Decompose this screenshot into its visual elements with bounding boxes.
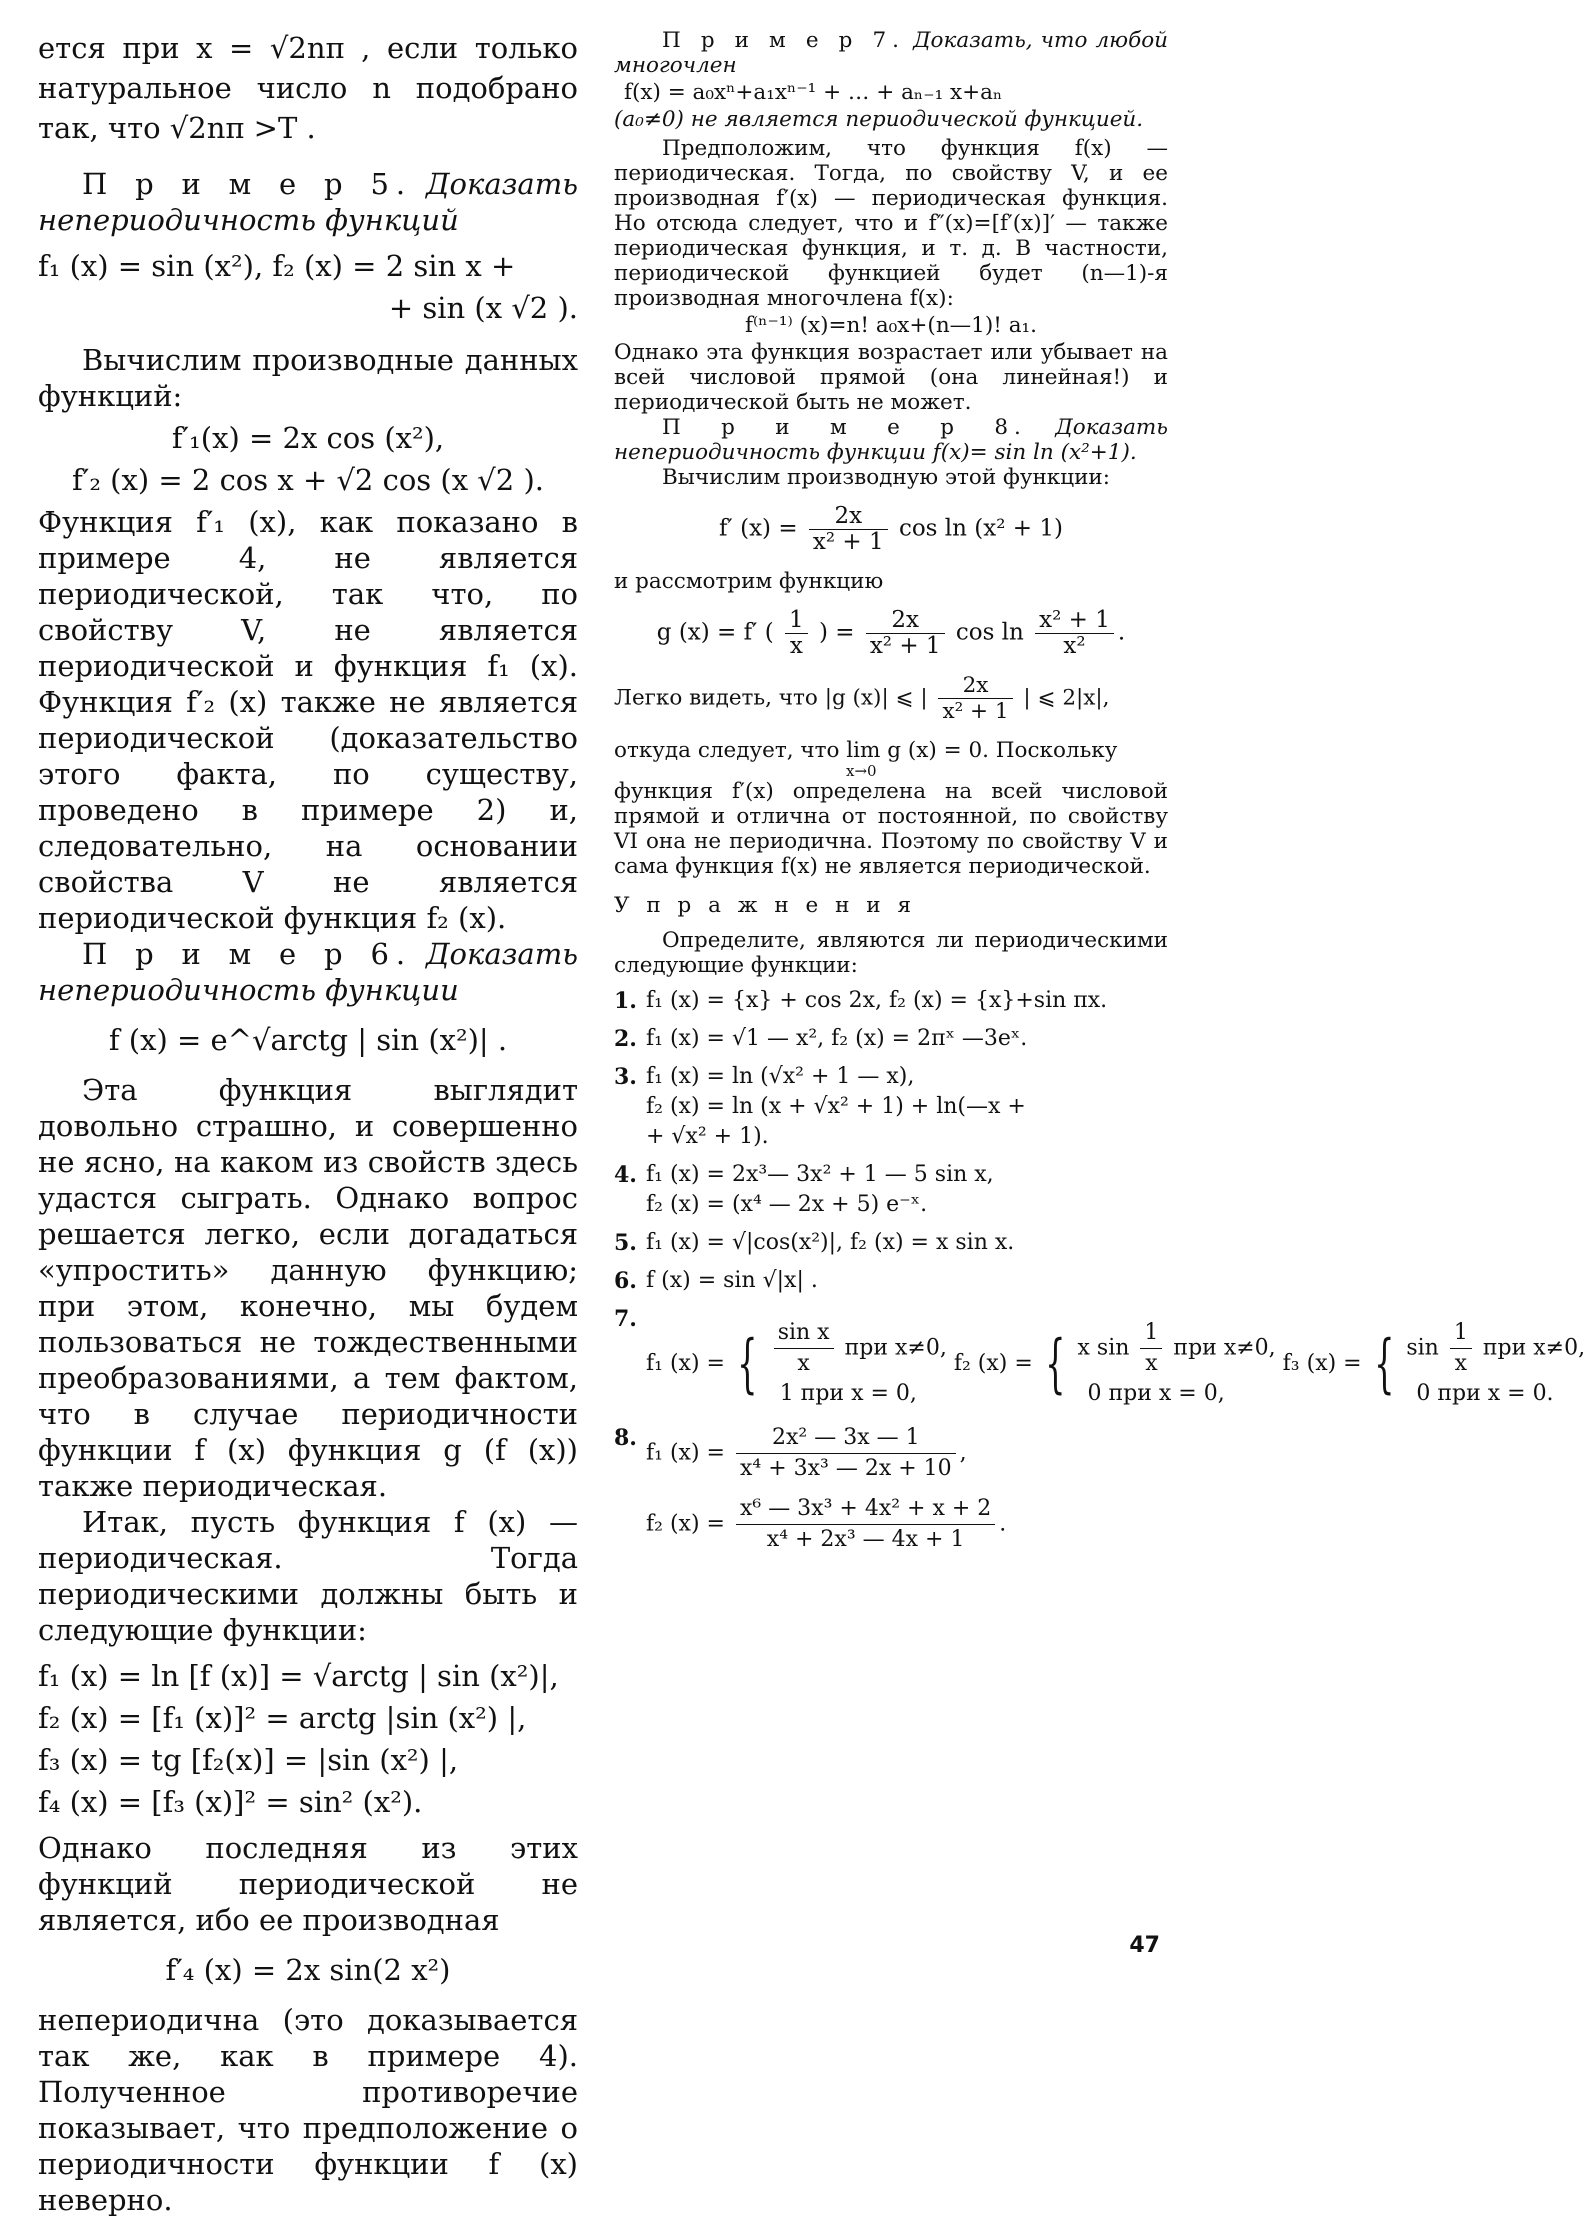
piecewise-f1-lhs: f₁ (x) = [646,1350,725,1376]
piecewise-f3-lhs: f₃ (x) = [1282,1350,1362,1376]
formula-ex8-g-cos: cos ln [955,619,1024,646]
exercise-3-f1: f₁ (x) = ln (√x² + 1 — x), [646,1064,915,1089]
formula-ex6-function: f (x) = e^√arctg | sin (x²)| . [108,1023,508,1057]
fraction-denominator: x² + 1 [942,699,1009,724]
exercise-number: 8. [614,1425,637,1451]
exercises-list [614,986,1585,1555]
example-8 [614,415,1168,465]
exercise-5-body: f₁ (x) = √|cos(x²)|, f₂ (x) = x sin x. [646,1230,1015,1255]
fraction [1140,1318,1162,1379]
fraction-numerator: 2x [938,673,1012,699]
paragraph-ex6-text4: непериодична (это доказывается так же, как в примере 4). Полученное противоречие показывает, что предположение о периодичности функции f (x) неверно. [38,2003,578,2217]
exercise-number: 2. [614,1026,637,1052]
formula-ex6-f1: f₁ (x) = ln [f (x)] = √arctg | sin (x²)|, [38,1659,559,1693]
paragraph-ex5-text: Функция f′₁ (x), как показано в примере 4, не является периодической, так что, по свойству V, не является периодической и функция f₁ (x). Функция f′₂ (x) также не является периодической (доказательство этого факта, по существу, проведено в примере 2) и, следовательно, на основании свойства V не является периодической функция f₂ (x). [38,505,578,935]
piecewise-f2-lhs: f₂ (x) = [953,1350,1033,1376]
case-1 [1078,1318,1276,1379]
left-brace: { [737,1326,758,1401]
formula-ex8-estimate [614,673,1168,724]
paragraph-ex6-text2: Итак, пусть функция f (x) — периодическая. Тогда периодическими должны быть и следующие функции: [38,1505,578,1647]
formula-ex5-functions-cont: + sin (x √2 ). [388,291,578,325]
case-2: 0 при x = 0. [1416,1381,1554,1406]
case-1-condition: при x≠0, [844,1335,947,1361]
example-5-task: Доказать непериодичность функций [38,167,579,237]
fraction [736,1494,995,1555]
exercise-7-body [646,1304,1585,1409]
formula-ex8-estimate-b: | ⩽ 2|x|, [1023,685,1110,711]
exercise-3-f2-cont: + √x² + 1). [646,1124,769,1149]
exercise-number: 1. [614,988,637,1014]
fraction [938,673,1012,724]
paragraph-ex6-text: Эта функция выглядит довольно страшно, и совершенно не ясно, на каком из свойств здесь удастся сыграть. Однако вопрос решается легко, если догадаться «упростить» данную функцию; при этом, конечно, мы будем пользоваться не тождественными преобразованиями, а тем фактом, что в случае периодичности функции f (x) функция g (f (x)) также периодическая. [38,1073,578,1503]
example-6 [38,936,578,1008]
left-brace: { [1373,1326,1395,1401]
exercise-6-body: f (x) = sin √|x| . [646,1268,818,1293]
paragraph-ex8-text3: функция f′(x) определена на всей числовой прямой и отлична от постоянной, по свойству VI она не периодична. Поэтому по свойству V и сама функция f(x) не является периодической. [614,779,1168,879]
formula-ex5-functions: f₁ (x) = sin (x²), f₂ (x) = 2 sin x + [38,249,516,283]
formula-ex6-f4: f₄ (x) = [f₃ (x)]² = sin² (x²). [38,1785,423,1819]
fraction-numerator: 1 [785,608,808,634]
fraction [1450,1318,1472,1379]
example-7-task-cont: (a₀≠0) не является периодической функцией. [614,107,1144,132]
exercise-8 [614,1423,1168,1555]
paragraph-derivatives-intro: Вычислим производные данных функций: [38,343,578,413]
exercise-1 [614,986,1168,1016]
exercise-number: 7. [614,1306,637,1332]
page-number: 47 [1129,1933,1160,1958]
fraction-denominator: x [789,633,803,659]
paragraph-ex8-text: Вычислим производную этой функции: [662,465,1110,490]
fraction [785,608,808,659]
fraction-numerator: 2x [866,608,945,634]
fraction-denominator: x [1454,1351,1468,1376]
formula-ex5-derivative-2: f′₂ (x) = 2 cos x + √2 cos (x √2 ). [72,463,544,497]
left-column [38,28,578,2218]
exercise-3-body [646,1062,1168,1152]
fraction-numerator: 2x [809,504,888,530]
fraction-numerator: sin x [774,1318,834,1349]
piecewise-cases [1078,1318,1276,1409]
paragraph-ex7-text2: Однако эта функция возрастает или убывает на всей числовой прямой (она линейная!) и периодической быть не может. [614,340,1168,415]
fraction-denominator: x [797,1351,810,1376]
fraction-denominator: x [1145,1351,1158,1376]
case-1 [770,1318,947,1379]
fraction-numerator: 1 [1450,1318,1472,1349]
formula-ex8-fprime [614,504,1168,555]
fraction [809,504,888,555]
fraction-denominator: x⁴ + 2x³ — 4x + 1 [766,1527,965,1552]
formula-ex8-fprime-lhs: f′ (x) = [719,515,798,542]
fraction-denominator: x² + 1 [869,633,941,659]
case-2: 1 при x = 0, [779,1381,917,1406]
exercise-3 [614,1062,1168,1152]
exercise-8-f1-lhs: f₁ (x) = [646,1440,725,1466]
fraction-denominator: x⁴ + 3x³ — 2x + 10 [739,1456,952,1481]
piecewise-f1 [646,1318,947,1409]
example-5 [38,166,578,238]
case-2: 0 при x = 0, [1087,1381,1225,1406]
case-1 [1406,1318,1585,1379]
exercises-intro: Определите, являются ли периодическими следующие функции: [614,928,1168,978]
exercise-2 [614,1024,1168,1054]
formula-ex5-derivative-1: f′₁(x) = 2x cos (x²), [171,421,445,455]
exercise-8-f1: f₁ (x) = $\frac{\text{2x² — 3x — 1}}{\text{x⁴ + 3x³ — 2x + 10}}$ , [646,1423,1168,1484]
exercise-1-body: f₁ (x) = {x} + cos 2x, f₂ (x) = {x}+sin πx. [646,988,1108,1013]
example-7-task2 [614,107,1168,132]
case-1-condition: при x≠0, [1482,1335,1585,1361]
exercise-4-f1: f₁ (x) = 2x³— 3x² + 1 — 5 sin x, [646,1162,994,1187]
right-column [614,28,1585,1563]
exercise-number: 3. [614,1064,637,1090]
exercise-3-f2: f₂ (x) = ln (x + √x² + 1) + ln(—x + [646,1094,1026,1119]
fraction-numerator: x² + 1 [1035,608,1114,634]
example-6-task: Доказать непериодичность функции [38,937,579,1007]
exercises-heading: У п р а ж н е н и я [614,893,917,918]
case-1-prefix: x sin [1077,1335,1130,1361]
piecewise-f2 [954,1318,1276,1409]
fraction-numerator: x⁶ — 3x³ + 4x² + x + 2 [736,1494,995,1525]
paragraph-ex8-text2: и рассмотрим функцию [614,569,884,594]
piecewise-f3 [1283,1318,1585,1409]
exercise-number: 5. [614,1230,637,1256]
limit-subscript: x→0 [846,762,877,780]
example-7 [614,28,1168,78]
exercise-4-body [646,1160,1168,1220]
fraction-denominator: x² [1063,633,1086,659]
exercise-8-f2: f₂ (x) = $\frac{\text{x⁶ — 3x³ + 4x² + x + 2}}{\text{x⁴ + 2x³ — 4x + 1}}$ . [646,1494,1168,1555]
formula-ex7-derivative: f⁽ⁿ⁻¹⁾ (x)=n! a₀x+(n—1)! a₁. [745,313,1037,338]
formula-ex6-f2: f₂ (x) = [f₁ (x)]² = arctg |sin (x²) |, [38,1701,527,1735]
formula-ex6-list [38,1658,578,1820]
exercise-4 [614,1160,1168,1220]
exercise-8-body [646,1423,1168,1555]
exercise-5 [614,1228,1168,1258]
fraction [774,1318,834,1379]
fraction [866,608,945,659]
fraction-denominator: x² + 1 [812,529,884,555]
example-7-title: П р и м е р 7. [662,28,905,53]
exercise-8-f2-lhs: f₂ (x) = [646,1511,725,1537]
formula-ex8-g: g (x) = f′ ( $\frac{1}{x}$ ) = $\frac{2x}{\text{x² + 1}}$ cos ln $\frac{\text{x² + 1}}{\text{x²}}$ . [656,607,1126,659]
exercise-number: 6. [614,1268,637,1294]
paragraph-ex6-text3: Однако последняя из этих функций периодической не является, ибо ее производная [38,1831,578,1937]
paragraph-ex8-limit: откуда следует, что lim g (x) = 0. Поскольку [614,738,1118,763]
formula-ex7-polynomial: f(x) = a₀xⁿ+a₁xⁿ⁻¹ + … + aₙ₋₁ x+aₙ [624,80,1003,105]
example-8-title: П р и м е р 8. [662,415,1027,440]
paragraph-ex7-text: Предположим, что функция f(x) — периодическая. Тогда, по свойству V, и ее производная f′(x) — периодическая функция. Но отсюда следует, что и f″(x)=[f′(x)]′ — также периодическая функция, и т. д. В частности, периодической функцией будет (n—1)-я производная многочлена f(x): [614,136,1168,311]
formula-ex8-g-lhs: g (x) = f′ ( [656,619,774,646]
example-6-title: П р и м е р 6. [82,937,413,971]
formula-ex8-g-mid: ) = [818,619,855,646]
case-1-condition: при x≠0, [1173,1335,1276,1361]
exercise-7 [614,1304,1585,1409]
fraction [736,1423,956,1484]
example-7-task: Доказать, что любой многочлен [614,28,1168,78]
exercise-4-f2: f₂ (x) = (x⁴ — 2x + 5) e⁻ˣ. [646,1192,928,1217]
example-5-title: П р и м е р 5. [82,167,413,201]
paragraph-intro: ется при x = √2nπ , если только натуральное число n подобрано так, что √2nπ >T . [38,31,578,145]
exercise-6 [614,1266,1168,1296]
fraction-numerator: 2x² — 3x — 1 [736,1423,956,1454]
piecewise-cases [1406,1318,1585,1409]
formula-ex8-fprime-rhs: cos ln (x² + 1) [898,515,1063,542]
formula-ex6-derivative: f′₄ (x) = 2x sin(2 x²) [165,1953,451,1987]
left-brace: { [1044,1326,1066,1401]
example-8-task: Доказать непериодичность функции f(x)= sin ln (x²+1). [614,415,1168,465]
formula-ex6-f3: f₃ (x) = tg [f₂(x)] = |sin (x²) |, [38,1743,459,1777]
fraction [1035,608,1114,659]
case-1-prefix: sin [1406,1335,1439,1361]
exercise-2-body: f₁ (x) = √1 — x², f₂ (x) = 2πˣ —3eˣ. [646,1026,1028,1051]
exercise-number: 4. [614,1162,637,1188]
fraction-numerator: 1 [1140,1318,1162,1349]
formula-ex8-estimate-a: Легко видеть, что |g (x)| ⩽ | [614,685,928,711]
piecewise-cases [770,1318,947,1409]
